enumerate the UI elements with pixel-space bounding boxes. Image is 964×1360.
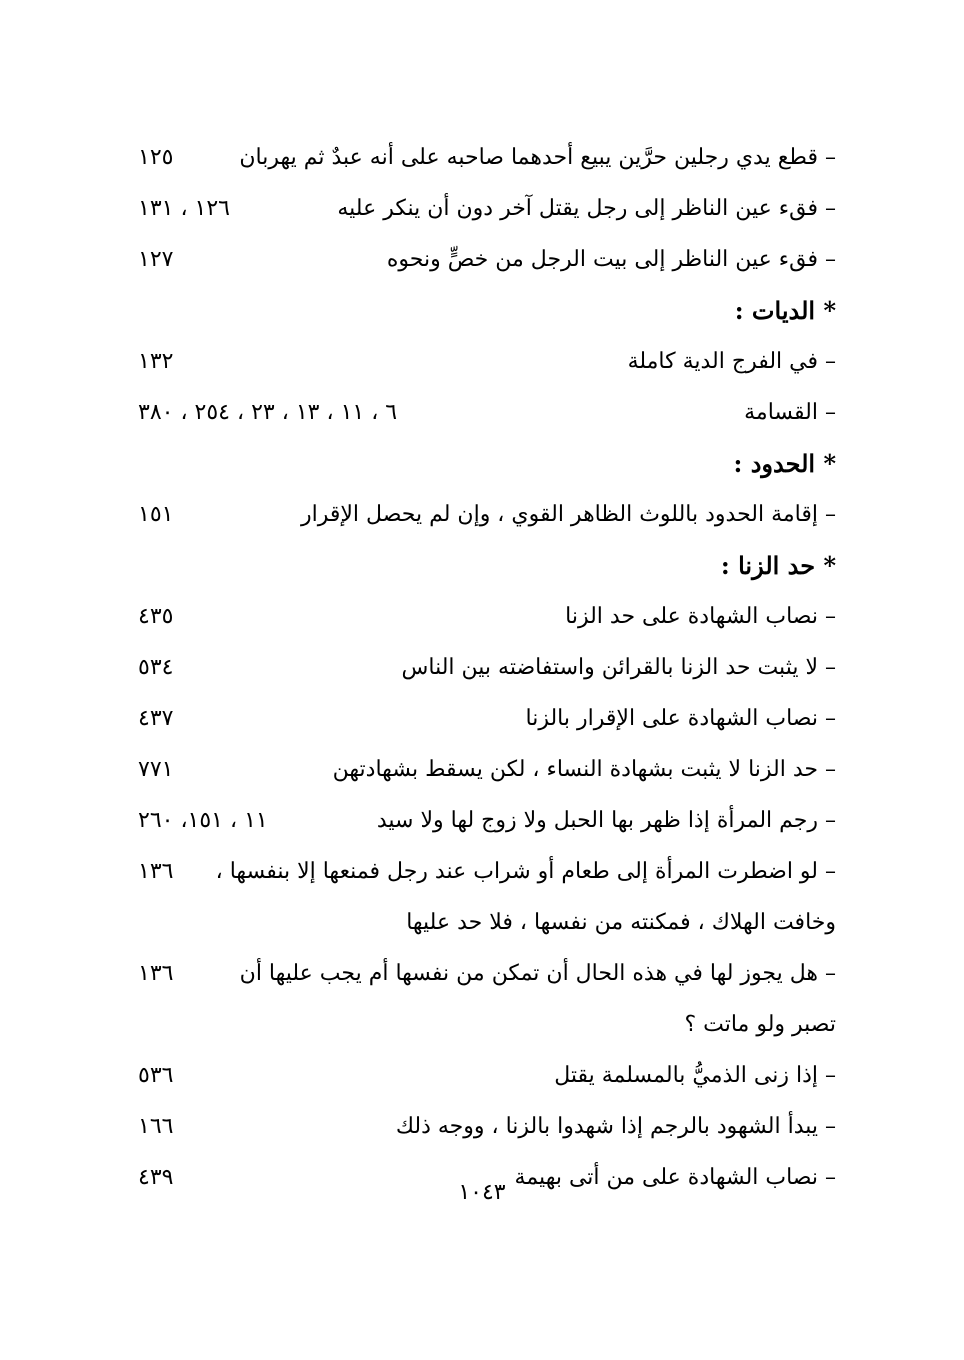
entry-text: – رجم المرأة إذا ظهر بها الحبل ولا زوج لها ولا سيد	[376, 808, 836, 833]
entry-page-refs: ٥٣٤	[138, 655, 174, 680]
index-entry	[130, 489, 836, 540]
entry-text: – نصاب الشهادة على الإقرار بالزنا	[525, 706, 836, 731]
page-number: ١٠٤٣	[458, 1180, 506, 1205]
entry-text: – في الفرج الدية كاملة	[627, 349, 836, 374]
index-entry	[130, 1101, 836, 1152]
entry-page-refs: ٤٣٥	[138, 604, 174, 629]
section-heading: * الديات :	[734, 296, 836, 325]
entry-page-refs: ١٢٦ ، ١٣١	[138, 196, 230, 221]
entry-text: – القسامة	[744, 400, 836, 425]
entry-text: – نصاب الشهادة على من أتى بهيمة	[514, 1165, 836, 1190]
section-heading: * حد الزنا :	[720, 551, 836, 580]
index-entry	[130, 234, 836, 285]
entry-text: – هل يجوز لها في هذه الحال أن تمكن من نفسها أم يجب عليها أن تصبر ولو ماتت ؟	[239, 961, 836, 1037]
entry-page-refs: ١٥١	[138, 502, 174, 527]
index-entry	[130, 642, 836, 693]
entry-page-refs: ٤٣٩	[138, 1165, 174, 1190]
entry-page-refs: ٧٧١	[138, 757, 174, 782]
entry-page-refs: ١٣٦	[138, 859, 174, 884]
entry-text: – قطع يدي رجلين حرَّين يبيع أحدهما صاحبه على أنه عبدٌ ثم يهربان	[239, 145, 836, 170]
entry-text: – فقء عين الناظر إلى رجل يقتل آخر دون أن ينكر عليه	[337, 196, 836, 221]
index-entry	[130, 336, 836, 387]
entry-page-refs: ٥٣٦	[138, 1063, 174, 1088]
index-entry	[130, 387, 836, 438]
index-entry	[130, 183, 836, 234]
entry-text: – نصاب الشهادة على حد الزنا	[565, 604, 836, 629]
index-entry	[130, 693, 836, 744]
index-entry	[130, 744, 836, 795]
index-entry	[130, 948, 836, 1050]
entry-page-refs: ١٢٥	[138, 145, 174, 170]
index-entry	[130, 846, 836, 948]
index-entries	[130, 132, 836, 1203]
entry-text: – إقامة الحدود باللوث الظاهر القوي ، وإن لم يحصل الإقرار	[300, 502, 836, 527]
entry-text: – فقء عين الناظر إلى بيت الرجل من خصٍّ ونحوه	[386, 247, 836, 272]
entry-page-refs: ٦ ، ١١ ، ١٣ ، ٢٣ ، ٢٥٤ ، ٣٨٠	[138, 400, 398, 425]
section-heading: * الحدود :	[733, 449, 836, 478]
entry-page-refs: ١١ ، ١٥١، ٢٦٠	[138, 808, 268, 833]
index-entry	[130, 1050, 836, 1101]
entry-text: – لو اضطرت المرأة إلى طعام أو شراب عند رجل فمنعها إلا بنفسها ، وخافت الهلاك ، فمكنته من نفسها ، فلا حد عليها	[215, 859, 836, 935]
index-entry	[130, 795, 836, 846]
index-entry	[130, 591, 836, 642]
entry-page-refs: ١٣٢	[138, 349, 174, 374]
entry-text: – إذا زنى الذميُّ بالمسلمة يقتل	[554, 1063, 836, 1088]
index-entry	[130, 132, 836, 183]
entry-text: – لا يثبت حد الزنا بالقرائن واستفاضته بين الناس	[401, 655, 836, 680]
entry-page-refs: ١٣٦	[138, 961, 174, 986]
entry-page-refs: ١٢٧	[138, 247, 174, 272]
entry-text: – يبدأ الشهود بالرجم إذا شهدوا بالزنا ، ووجه ذلك	[395, 1114, 836, 1139]
entry-page-refs: ١٦٦	[138, 1114, 174, 1139]
entry-page-refs: ٤٣٧	[138, 706, 174, 731]
entry-text: – حد الزنا لا يثبت بشهادة النساء ، لكن يسقط بشهادتهن	[332, 757, 836, 782]
